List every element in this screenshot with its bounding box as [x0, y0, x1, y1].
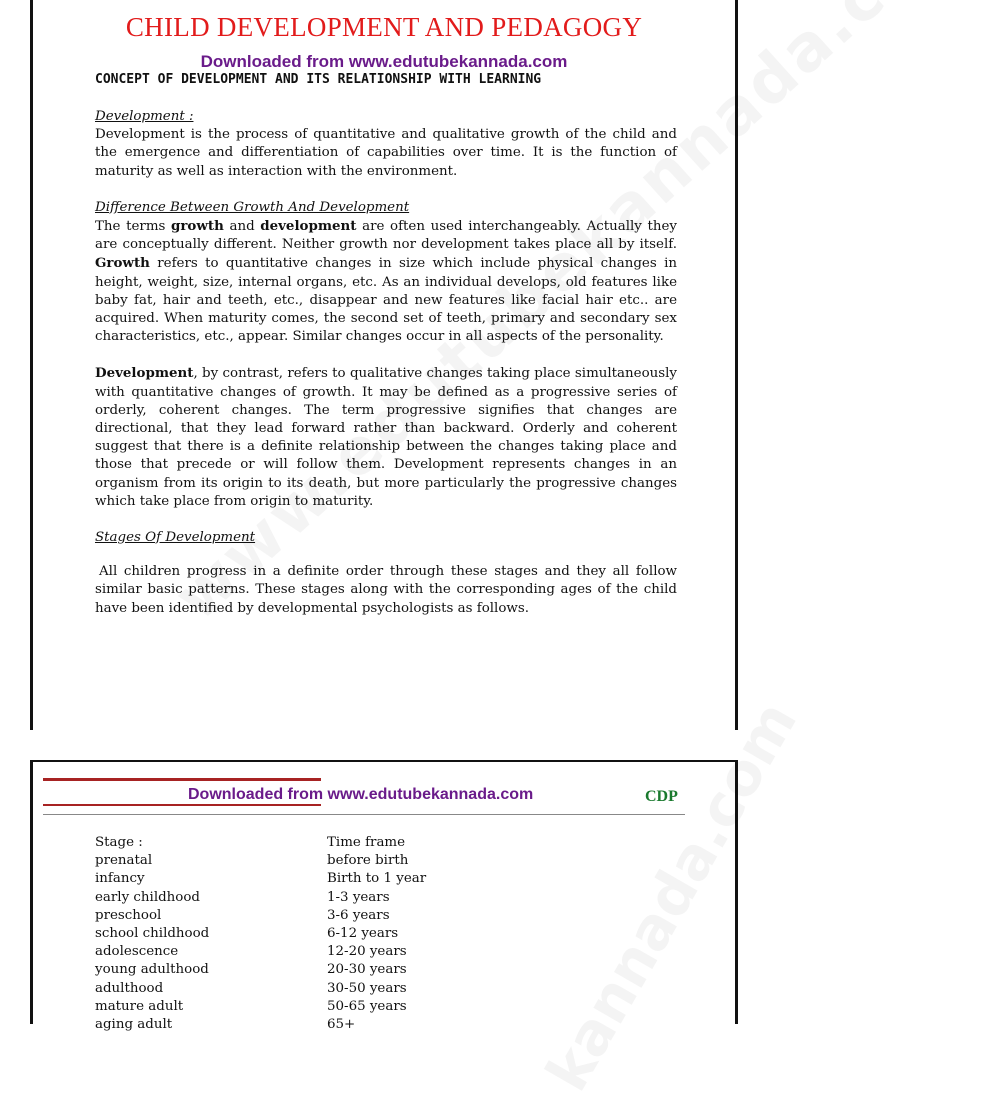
- paragraph-development-definition: Development is the process of quantitative and qualitative growth of the child and the emergence and differentiation of capabilities over time. It is the function of maturity as well as interaction with the environment.: [95, 127, 677, 179]
- stage-cell: preschool: [95, 907, 162, 923]
- table-row: [95, 1016, 527, 1034]
- time-frame-cell: 1-3 years: [327, 889, 390, 905]
- bold-term-development: development: [260, 218, 357, 235]
- stage-cell: adulthood: [95, 980, 164, 996]
- subject-tag: CDP: [645, 788, 678, 805]
- paragraph-development-contrast: Development, by contrast, refers to qualitative changes taking place simultaneously with quantitative changes of growth. It may be defined as a progressive series of orderly, coherent changes. The term progressive signifies that changes are directional, that they lead forward rather than backward. Orderly and coherent suggest that there is a definite relationship between the changes taking place and those that precede or will follow them. Development represents changes in an organism from its origin to its death, but more particularly the progressive changes which take place from origin to maturity.: [95, 365, 677, 509]
- document-title: CHILD DEVELOPMENT AND PEDAGOGY: [125, 12, 643, 42]
- header-rule: [43, 804, 321, 806]
- time-frame-cell: 12-20 years: [327, 944, 407, 960]
- section-heading-growth-vs-development: Difference Between Growth And Development: [95, 199, 410, 215]
- time-frame-cell: 65+: [327, 1017, 356, 1033]
- time-frame-cell: 30-50 years: [327, 980, 407, 996]
- table-row: [95, 870, 527, 888]
- bold-term-growth-2: Growth: [95, 255, 150, 272]
- page-content: [95, 108, 677, 618]
- time-frame-cell: 6-12 years: [327, 926, 399, 942]
- time-frame-cell: 20-30 years: [327, 962, 407, 978]
- stage-cell: adolescence: [95, 944, 179, 960]
- paragraph-stages: All children progress in a definite order through these stages and they all follow similar basic patterns. These stages along with the corresponding ages of the child have been identified by developmental psychologists as follows.: [95, 564, 677, 616]
- stage-cell: mature adult: [95, 998, 184, 1014]
- table-row: [95, 998, 527, 1016]
- table-row: [95, 907, 527, 925]
- time-frame-cell: Birth to 1 year: [327, 871, 427, 887]
- table-row: [95, 925, 527, 943]
- stage-cell: early childhood: [95, 889, 200, 905]
- column-header-stage: Stage :: [95, 835, 143, 850]
- section-heading-development: Development :: [95, 109, 194, 124]
- watermark: [533, 690, 810, 1102]
- document-page-2: [30, 760, 738, 1033]
- table-row: [95, 852, 527, 870]
- time-frame-cell: 50-65 years: [327, 998, 407, 1014]
- table-row: [95, 943, 527, 961]
- table-row: [95, 980, 527, 998]
- header-divider: [43, 814, 685, 815]
- table-header-row: [95, 834, 527, 852]
- paragraph-growth-vs-development: The terms growth and development are often used interchangeably. Actually they are conceptually different. Neither growth nor development takes place all by itself. Growth refers to quantitative changes in size which include physical changes in height, weight, size, internal organs, etc. As an individual develops, old features like baby fat, hair and teeth, etc., disappear and new features like facial hair etc.. are acquired. When maturity comes, the second set of teeth, primary and secondary sex characteristics, etc., appear. Similar changes occur in all aspects of the personality.: [95, 218, 677, 345]
- section-heading-stages: Stages Of Development: [95, 530, 256, 546]
- stage-cell: infancy: [95, 871, 145, 887]
- table-row: [95, 961, 527, 979]
- stage-cell: aging adult: [95, 1017, 173, 1033]
- download-source-link[interactable]: Downloaded from www.edutubekannada.com: [188, 786, 534, 803]
- document-page-1: [30, 0, 738, 730]
- header-rule: [43, 778, 321, 781]
- time-frame-cell: 3-6 years: [327, 907, 390, 923]
- chapter-subtitle: CONCEPT OF DEVELOPMENT AND ITS RELATIONSHIP WITH LEARNING: [95, 72, 542, 87]
- stage-cell: young adulthood: [95, 962, 209, 978]
- bold-term-development-2: Development: [95, 365, 194, 382]
- stages-table: [95, 834, 527, 1034]
- stage-cell: school childhood: [95, 926, 210, 942]
- bold-term-growth: growth: [171, 218, 224, 235]
- stage-cell: prenatal: [95, 853, 153, 869]
- time-frame-cell: before birth: [327, 853, 409, 869]
- table-row: [95, 889, 527, 907]
- download-source-link[interactable]: Downloaded from www.edutubekannada.com: [200, 52, 568, 71]
- column-header-time-frame: Time frame: [327, 835, 406, 850]
